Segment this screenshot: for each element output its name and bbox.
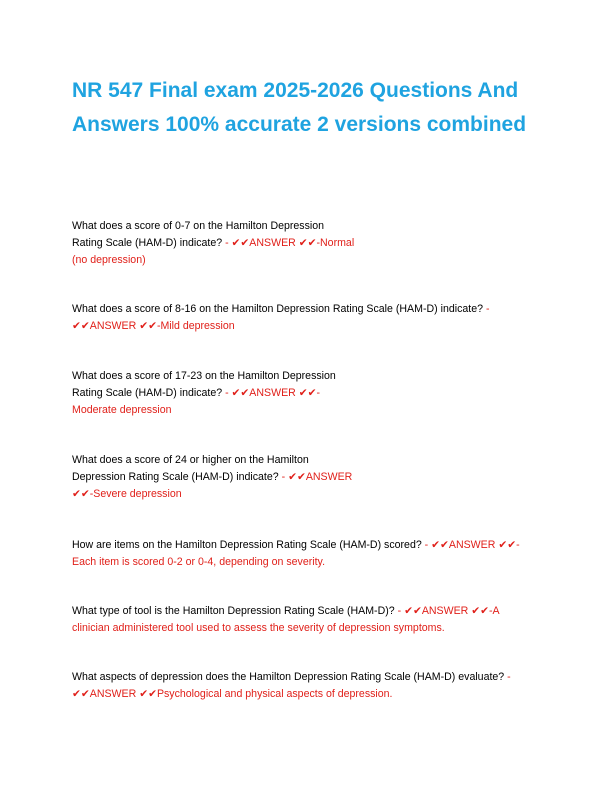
question-text: What aspects of depression does the Hamilton Depression Rating Scale (HAM-D) evaluate? [72,671,505,683]
qa-item-1 [72,218,542,269]
answer-text: Moderate depression [72,404,172,416]
answer-text: - ✔✔ANSWER ✔✔-A [394,605,500,617]
answer-text: - ✔✔ANSWER ✔✔- [222,387,321,399]
question-text: How are items on the Hamilton Depression Rating Scale (HAM-D) scored? [72,539,422,551]
qa-item-4 [72,452,542,503]
answer-text: ✔✔ANSWER ✔✔Psychological and physical aspects of depression. [72,688,393,700]
question-text: Rating Scale (HAM-D) indicate? [72,237,223,249]
qa-item-2 [72,301,542,335]
question-text: What does a score of 0-7 on the Hamilton Depression [72,220,325,232]
question-text: What does a score of 8-16 on the Hamilton Depression Rating Scale (HAM-D) indicate? [72,303,483,315]
answer-text: - ✔✔ANSWER ✔✔- [421,539,520,551]
title-line-2: Answers 100% accurate 2 versions combined [72,113,527,136]
question-text: Rating Scale (HAM-D) indicate? [72,387,223,399]
answer-text: (no depression) [72,254,146,266]
document-title [72,74,542,142]
question-text: What does a score of 24 or higher on the Hamilton [72,454,309,466]
answer-text: - [504,671,511,683]
answer-text: - ✔✔ANSWER ✔✔-Normal [222,237,355,249]
question-text: Depression Rating Scale (HAM-D) indicate? [72,471,279,483]
qa-item-6 [72,603,542,637]
qa-item-5 [72,537,542,571]
answer-text: - [483,303,490,315]
answer-text: Each item is scored 0-2 or 0-4, depending on severity. [72,556,326,568]
qa-item-3 [72,368,542,419]
question-text: What does a score of 17-23 on the Hamilton Depression [72,370,336,382]
qa-item-7 [72,669,542,703]
answer-text: clinician administered tool used to assess the severity of depression symptoms. [72,622,445,634]
question-text: What type of tool is the Hamilton Depression Rating Scale (HAM-D)? [72,605,395,617]
answer-text: ✔✔ANSWER ✔✔-Mild depression [72,320,235,332]
answer-text: - ✔✔ANSWER [278,471,353,483]
answer-text: ✔✔-Severe depression [72,488,182,500]
title-line-1: NR 547 Final exam 2025-2026 Questions And [72,79,519,102]
